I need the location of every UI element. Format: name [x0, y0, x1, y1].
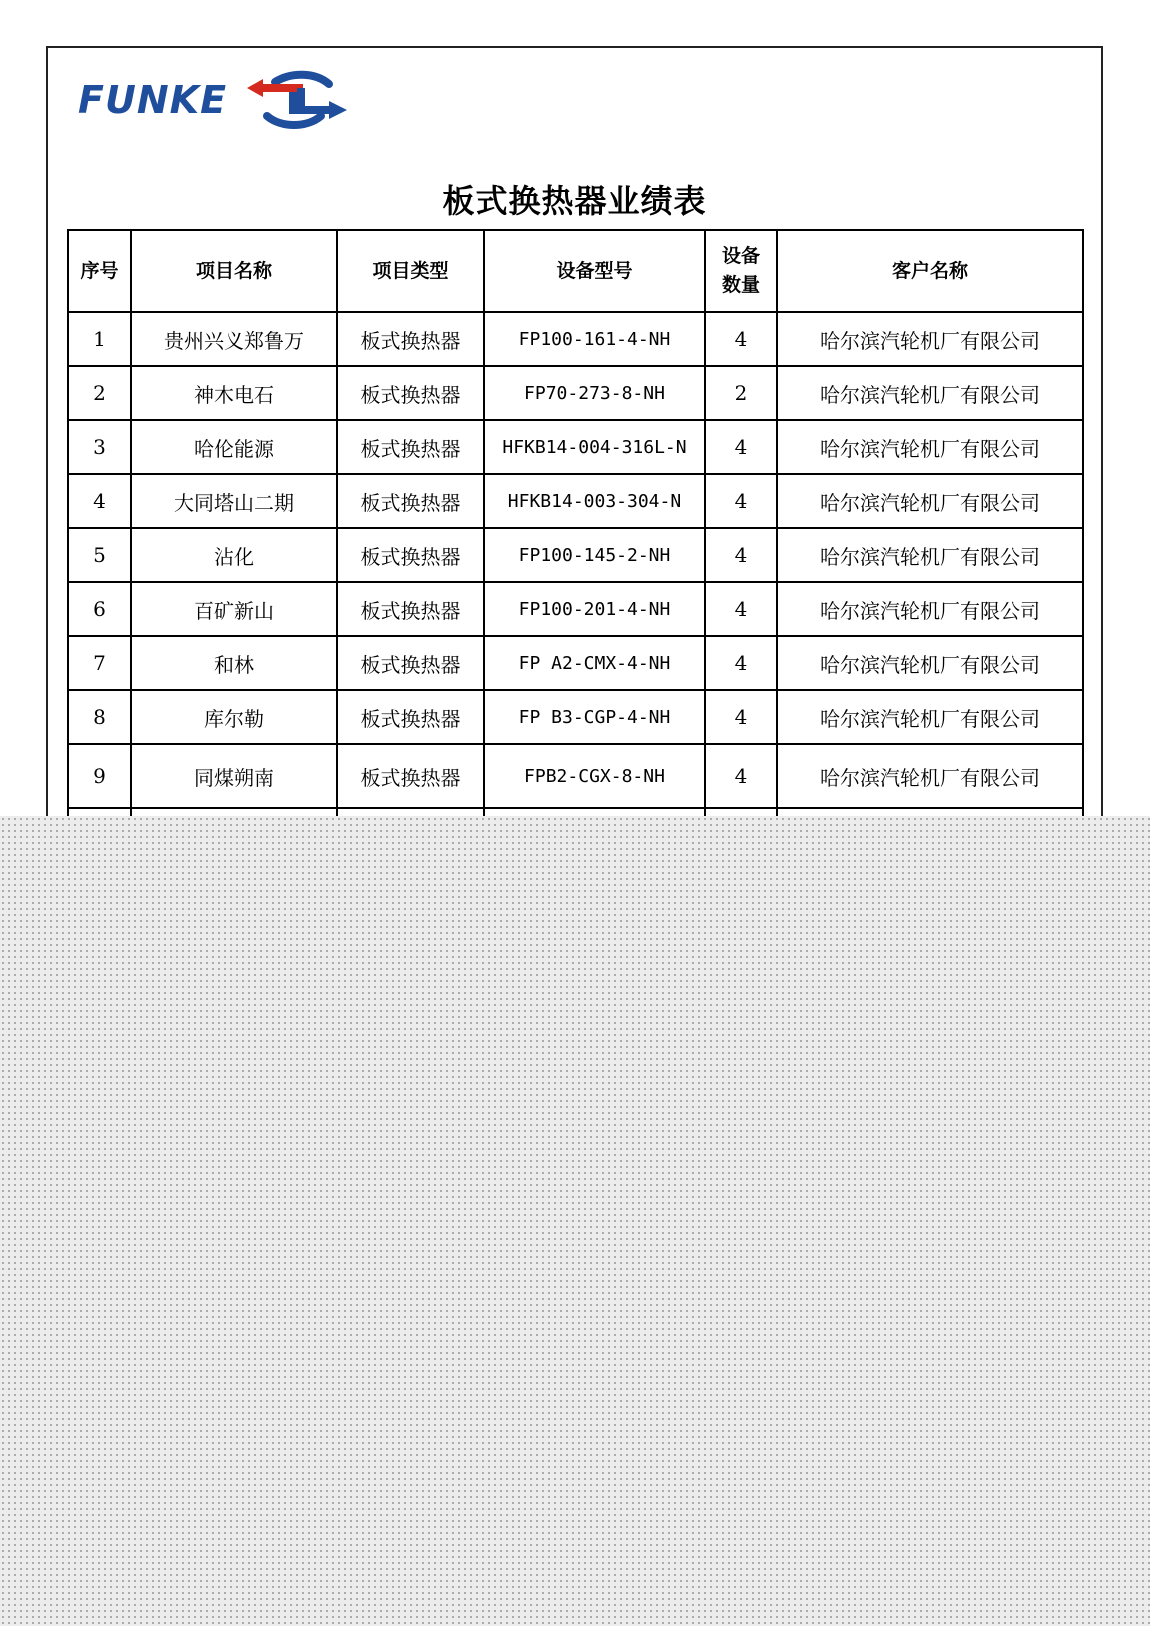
table-row	[68, 582, 1083, 636]
cell-qty: 4	[705, 636, 777, 690]
cell-customer: 哈尔滨汽轮机厂有限公司	[777, 744, 1083, 808]
cell-seq: 2	[68, 366, 131, 420]
header-project-type: 项目类型	[337, 230, 484, 312]
cell-model: FP100-161-4-NH	[484, 312, 705, 366]
cell-project-type: 板式换热器	[337, 582, 484, 636]
header-seq: 序号	[68, 230, 131, 312]
table-row	[68, 474, 1083, 528]
cell-customer: 哈尔滨汽轮机厂有限公司	[777, 582, 1083, 636]
cell-project-name: 哈伦能源	[131, 420, 337, 474]
cell-seq: 4	[68, 474, 131, 528]
cell-qty: 4	[705, 528, 777, 582]
cell-qty: 2	[705, 366, 777, 420]
table-row	[68, 420, 1083, 474]
funke-logo	[78, 70, 349, 130]
heat-exchange-arrows-icon	[245, 70, 349, 130]
cell-project-name: 库尔勒	[131, 690, 337, 744]
cell-seq: 6	[68, 582, 131, 636]
cell-project-name: 同煤朔南	[131, 744, 337, 808]
cell-customer: 哈尔滨汽轮机厂有限公司	[777, 636, 1083, 690]
cell-seq: 1	[68, 312, 131, 366]
header-project-name: 项目名称	[131, 230, 337, 312]
table-row	[68, 312, 1083, 366]
cell-project-type: 板式换热器	[337, 474, 484, 528]
cell-model: FP70-273-8-NH	[484, 366, 705, 420]
cell-model: HFKB14-003-304-N	[484, 474, 705, 528]
cell-project-name: 和林	[131, 636, 337, 690]
table-row	[68, 744, 1083, 808]
cell-customer: 哈尔滨汽轮机厂有限公司	[777, 420, 1083, 474]
cell-qty: 4	[705, 312, 777, 366]
cell-qty: 4	[705, 420, 777, 474]
cell-project-name: 贵州兴义郑鲁万	[131, 312, 337, 366]
cell-model: FP A2-CMX-4-NH	[484, 636, 705, 690]
cell-project-name: 百矿新山	[131, 582, 337, 636]
cell-seq: 8	[68, 690, 131, 744]
cell-project-name: 大同塔山二期	[131, 474, 337, 528]
cell-project-name: 神木电石	[131, 366, 337, 420]
cell-customer: 哈尔滨汽轮机厂有限公司	[777, 312, 1083, 366]
cell-model: FP100-201-4-NH	[484, 582, 705, 636]
document-title: 板式换热器业绩表	[442, 182, 707, 220]
cell-customer: 哈尔滨汽轮机厂有限公司	[777, 474, 1083, 528]
cell-qty: 4	[705, 744, 777, 808]
header-qty	[705, 230, 777, 312]
cell-qty: 4	[705, 474, 777, 528]
cell-qty: 4	[705, 690, 777, 744]
redaction-overlay	[0, 816, 1150, 1626]
cell-model: FPB2-CGX-8-NH	[484, 744, 705, 808]
cell-seq: 3	[68, 420, 131, 474]
header-model: 设备型号	[484, 230, 705, 312]
performance-table	[67, 229, 1084, 863]
cell-seq: 7	[68, 636, 131, 690]
cell-project-name: 沾化	[131, 528, 337, 582]
header-qty-line2: 数量	[721, 274, 760, 296]
cell-project-type: 板式换热器	[337, 420, 484, 474]
cell-seq: 5	[68, 528, 131, 582]
cell-customer: 哈尔滨汽轮机厂有限公司	[777, 690, 1083, 744]
cell-model: FP100-145-2-NH	[484, 528, 705, 582]
cell-project-type: 板式换热器	[337, 528, 484, 582]
logo-wordmark: FUNKE	[78, 78, 228, 122]
header-qty-line1: 设备	[721, 245, 760, 267]
cell-project-type: 板式换热器	[337, 744, 484, 808]
cell-project-type: 板式换热器	[337, 636, 484, 690]
header-customer: 客户名称	[777, 230, 1083, 312]
table-row	[68, 636, 1083, 690]
table-row	[68, 690, 1083, 744]
cell-project-type: 板式换热器	[337, 690, 484, 744]
table-row	[68, 366, 1083, 420]
cell-seq: 9	[68, 744, 131, 808]
table-header-row	[68, 230, 1083, 312]
table-row	[68, 528, 1083, 582]
cell-customer: 哈尔滨汽轮机厂有限公司	[777, 528, 1083, 582]
cell-qty: 4	[705, 582, 777, 636]
cell-customer: 哈尔滨汽轮机厂有限公司	[777, 366, 1083, 420]
cell-project-type: 板式换热器	[337, 366, 484, 420]
cell-model: FP B3-CGP-4-NH	[484, 690, 705, 744]
cell-project-type: 板式换热器	[337, 312, 484, 366]
cell-model: HFKB14-004-316L-N	[484, 420, 705, 474]
